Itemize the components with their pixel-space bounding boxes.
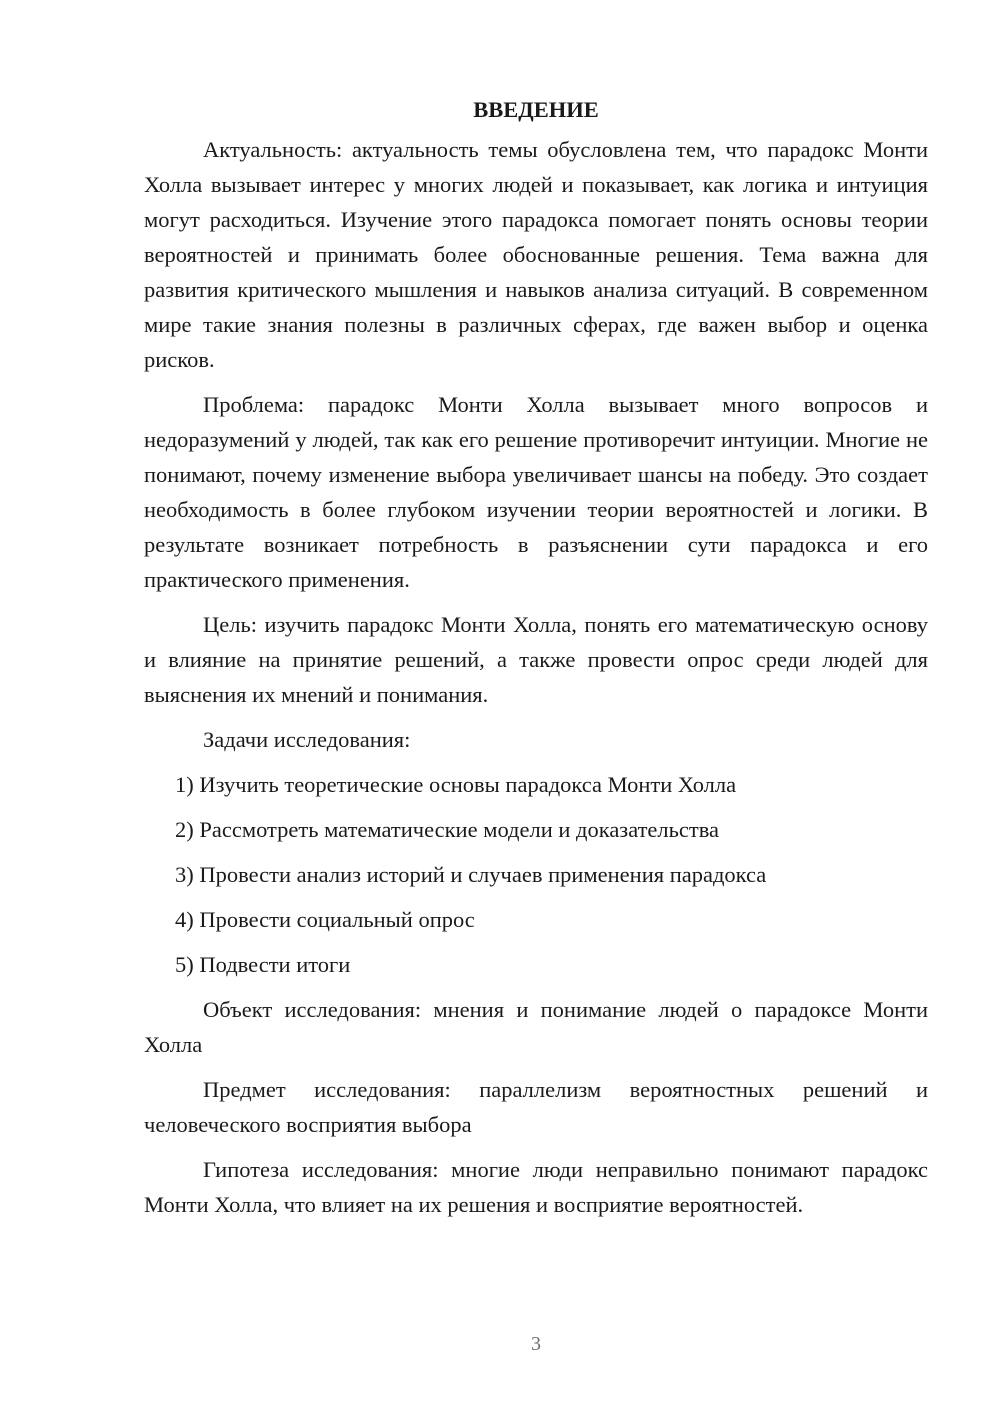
problem-paragraph: Проблема: парадокс Монти Холла вызывает много вопросов и недоразумений у людей, так как его решение противоречит интуиции. Многие не понимают, почему изменение выбора увеличивает шансы на победу. Это создает необходимость в более глубоком изучении теории вероятностей и логики. В результате возникает потребность в разъяснении сути парадокса и его практического применения. (144, 392, 928, 592)
tasks-list (144, 767, 928, 982)
tasks-heading: Задачи исследования: (203, 727, 411, 752)
hypothesis-paragraph: Гипотеза исследования: многие люди неправильно понимают парадокс Монти Холла, что влияет на их решения и восприятие вероятностей. (144, 1157, 928, 1217)
page-number: 3 (531, 1333, 541, 1355)
object-paragraph: Объект исследования: мнения и понимание людей о парадоксе Монти Холла (144, 997, 928, 1057)
task-item: 3) Провести анализ историй и случаев применения парадокса (175, 862, 767, 887)
section-title: ВВЕДЕНИЕ (473, 97, 599, 122)
task-item: 1) Изучить теоретические основы парадокса Монти Холла (175, 772, 737, 797)
relevance-paragraph: Актуальность: актуальность темы обусловлена тем, что парадокс Монти Холла вызывает интерес у многих людей и показывает, как логика и интуиция могут расходиться. Изучение этого парадокса помогает понять основы теории вероятностей и принимать более обоснованные решения. Тема важна для развития критического мышления и навыков анализа ситуаций. В современном мире такие знания полезны в различных сферах, где важен выбор и оценка рисков. (144, 137, 928, 372)
task-item: 5) Подвести итоги (175, 952, 351, 977)
task-item: 2) Рассмотреть математические модели и доказательства (175, 817, 720, 842)
task-item: 4) Провести социальный опрос (175, 907, 475, 932)
page-content (144, 92, 928, 1232)
goal-paragraph: Цель: изучить парадокс Монти Холла, понять его математическую основу и влияние на принятие решений, а также провести опрос среди людей для выяснения их мнений и понимания. (144, 612, 928, 707)
subject-paragraph: Предмет исследования: параллелизм вероятностных решений и человеческого восприятия выбора (144, 1077, 928, 1137)
